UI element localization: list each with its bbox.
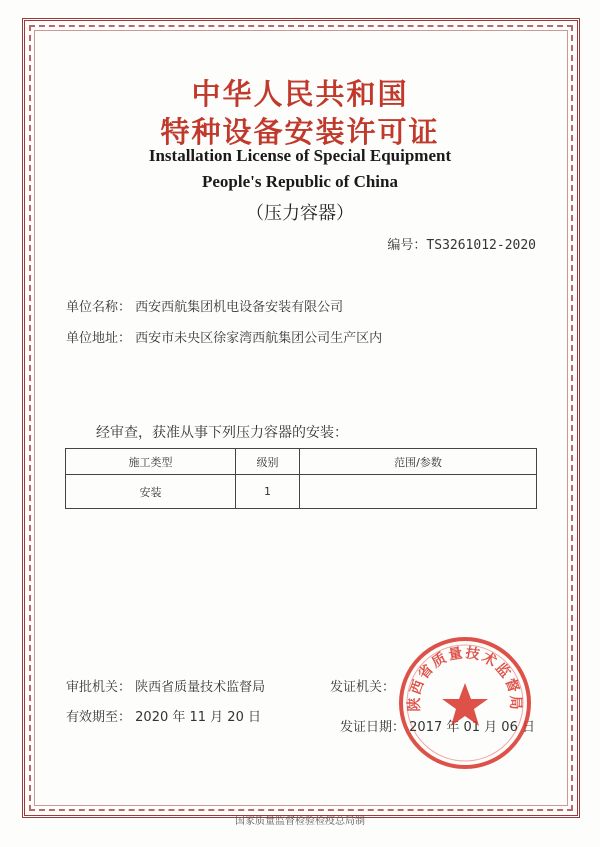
header-level: 级别 (236, 449, 300, 475)
seal-star-icon (442, 683, 488, 726)
certificate-number-value: TS3261012-2020 (426, 238, 536, 253)
validity-label: 有效期至： (66, 710, 132, 725)
issuing-authority (330, 676, 395, 695)
issue-date-value: 2017 年 01 月 06 日 (409, 720, 535, 735)
unit-address (66, 327, 382, 346)
approval-statement: 经审查，获准从事下列压力容器的安装： (96, 425, 348, 441)
certificate-number-label: 编号： (387, 238, 427, 253)
approval-authority-value: 陕西省质量技术监督局 (135, 680, 266, 695)
title-cn-line-2: 特种设备安装许可证 (160, 115, 440, 149)
table-row (66, 475, 537, 509)
approval-authority-label: 审批机关： (66, 680, 132, 695)
scope-table (65, 448, 537, 509)
approval-authority (66, 676, 265, 695)
cell-construction-type: 安装 (66, 475, 236, 509)
unit-address-value: 西安市未央区徐家湾西航集团公司生产区内 (135, 331, 383, 346)
issue-date-label: 发证日期： (340, 720, 406, 735)
validity-date (66, 706, 261, 725)
equipment-category: （压力容器） (246, 203, 354, 224)
title-en-line-2: People's Republic of China (202, 172, 398, 191)
issuing-authority-label: 发证机关： (330, 680, 396, 695)
certificate-number (387, 234, 536, 253)
cell-level: 1 (236, 475, 300, 509)
title-en-line-1: Installation License of Special Equipment (148, 146, 452, 165)
cell-scope (300, 475, 537, 509)
scope-table-header (66, 449, 537, 475)
unit-name-label: 单位名称： (66, 300, 132, 315)
header-construction-type: 施工类型 (66, 449, 236, 475)
svg-text:陕西省质量技术监督局: 陕西省质量技术监督局 (406, 645, 524, 712)
header-scope: 范围/参数 (300, 449, 537, 475)
title-cn-line-1: 中华人民共和国 (191, 77, 409, 111)
unit-name (66, 296, 343, 315)
unit-address-label: 单位地址： (66, 331, 132, 346)
validity-value: 2020 年 11 月 20 日 (135, 710, 261, 725)
official-seal-stamp (395, 633, 535, 773)
unit-name-value: 西安西航集团机电设备安装有限公司 (135, 300, 344, 315)
issuer-footer: 国家质量监督检验检疫总局制 (235, 816, 365, 827)
